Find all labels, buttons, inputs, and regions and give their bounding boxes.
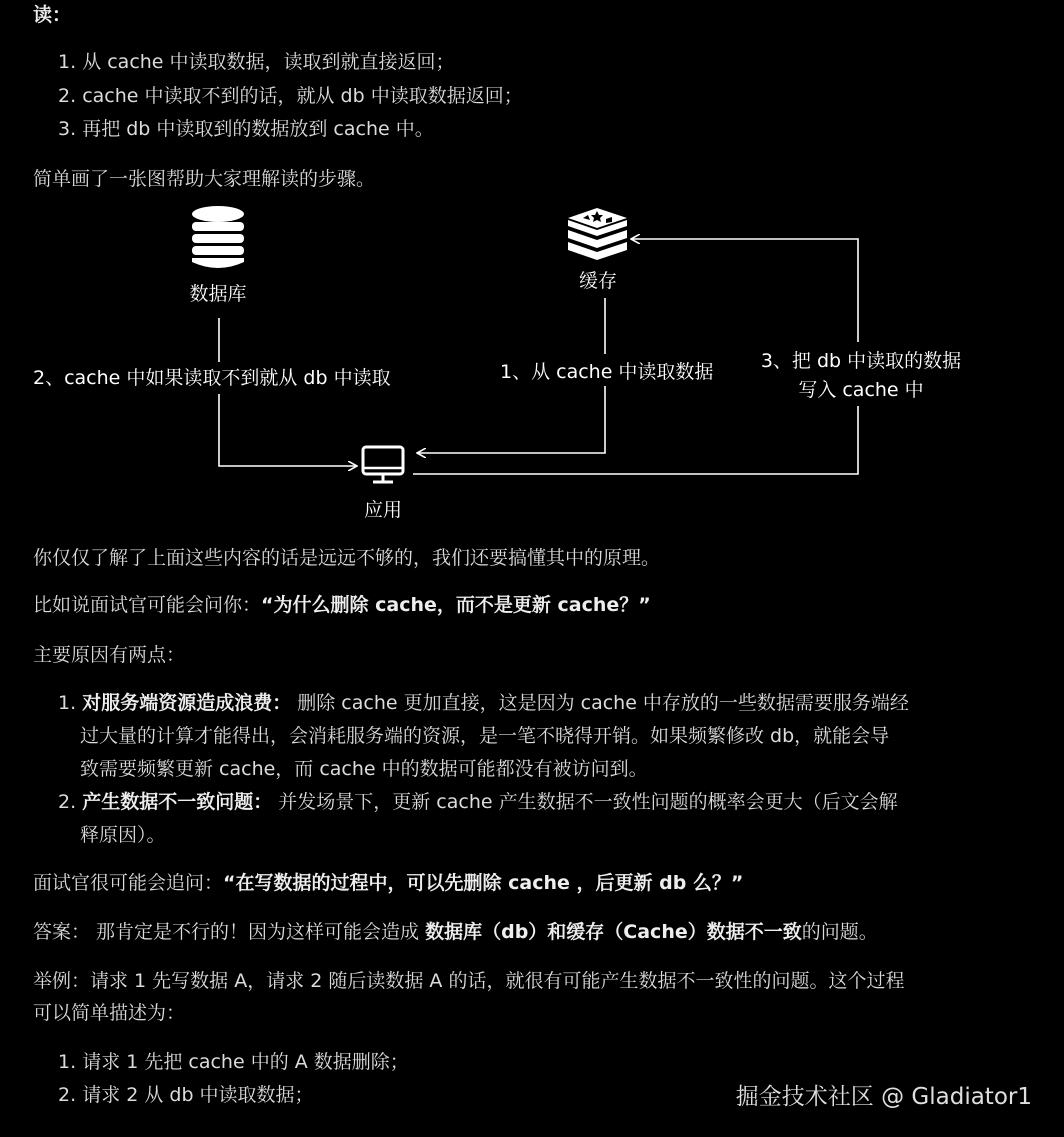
list-number: 2. — [58, 85, 77, 107]
read-flow-diagram — [0, 190, 1064, 535]
paragraph: 主要原因有两点： — [33, 644, 186, 666]
intro-paragraph: 简单画了一张图帮助大家理解读的步骤。 — [33, 168, 376, 190]
paragraph-text: 比如说面试官可能会问你： — [33, 594, 262, 616]
list-item — [58, 1049, 409, 1075]
list-item — [58, 49, 455, 75]
list-text: 从 cache 中读取数据，读取到就直接返回； — [82, 51, 455, 73]
monitor-icon — [363, 447, 403, 482]
reason-text: 过大量的计算才能得出，会消耗服务端的资源，是一笔不晓得开销。如果频繁修改 db，就能会导 — [80, 725, 890, 747]
step2-label: 2、cache 中如果读取不到就从 db 中读取 — [33, 367, 391, 389]
reason-title: 产生数据不一致问题： — [82, 791, 273, 813]
redis-icon — [568, 208, 627, 260]
list-text: 请求 2 从 db 中读取数据； — [82, 1084, 314, 1106]
app-label: 应用 — [363, 499, 403, 521]
emphasis-text: 数据库（db）和缓存（Cache）数据不一致 — [425, 921, 802, 943]
arrow-cache-to-app — [418, 386, 605, 453]
list-number: 1. — [58, 1051, 77, 1073]
watermark: 掘金技术社区 @ Gladiator1 — [735, 1084, 1032, 1110]
paragraph-text: 的问题。 — [801, 921, 878, 943]
list-number: 1. — [58, 692, 77, 714]
database-icon — [192, 206, 244, 268]
database-label: 数据库 — [189, 283, 247, 305]
reason-text: 释原因）。 — [80, 824, 166, 846]
list-item — [58, 83, 523, 109]
cache-label: 缓存 — [578, 270, 618, 292]
reason-text: 删除 cache 更加直接，这是因为 cache 中存放的一些数据需要服务端经 — [291, 692, 909, 714]
list-text: cache 中读取不到的话，就从 db 中读取数据返回； — [82, 85, 523, 107]
step1-label: 1、从 cache 中读取数据 — [500, 361, 714, 383]
arrow-app-to-cache-top — [632, 239, 858, 342]
paragraph: 举例：请求 1 先写数据 A，请求 2 随后读数据 A 的话，就很有可能产生数据不一致性的问题。这个过程 — [33, 970, 905, 992]
arrow-db-to-app — [219, 448, 356, 466]
list-text: 请求 1 先把 cache 中的 A 数据删除； — [82, 1051, 409, 1073]
list-item — [58, 116, 434, 142]
paragraph-text: 面试官很可能会追问： — [33, 872, 224, 894]
paragraph — [33, 870, 743, 896]
reason-text: 并发场景下，更新 cache 产生数据不一致性问题的概率会更大（后文会解 — [272, 791, 898, 813]
list-number: 2. — [58, 791, 77, 813]
list-item — [58, 789, 898, 815]
paragraph: 你仅仅了解了上面这些内容的话是远远不够的，我们还要搞懂其中的原理。 — [33, 547, 661, 569]
paragraph — [33, 919, 878, 945]
paragraph-text: 答案： 那肯定是不行的！因为这样可能会造成 — [33, 921, 426, 943]
step3-label-line1: 3、把 db 中读取的数据 — [760, 350, 962, 372]
list-number: 2. — [58, 1084, 77, 1106]
read-heading: 读： — [33, 4, 72, 26]
paragraph — [33, 592, 651, 618]
question-quote: “在写数据的过程中，可以先删除 cache ，后更新 db 么？” — [223, 872, 744, 894]
list-number: 3. — [58, 118, 77, 140]
list-number: 1. — [58, 51, 77, 73]
list-item — [58, 1082, 314, 1108]
reason-title: 对服务端资源造成浪费： — [82, 692, 292, 714]
question-quote: “为什么删除 cache，而不是更新 cache？” — [261, 594, 651, 616]
arrow-app-to-cache — [413, 406, 858, 474]
list-text: 再把 db 中读取到的数据放到 cache 中。 — [82, 118, 434, 140]
paragraph: 可以简单描述为： — [33, 1002, 186, 1024]
reason-text: 致需要频繁更新 cache，而 cache 中的数据可能都没有被访问到。 — [80, 758, 648, 780]
list-item — [58, 690, 909, 716]
step3-label-line2: 写入 cache 中 — [798, 379, 924, 401]
